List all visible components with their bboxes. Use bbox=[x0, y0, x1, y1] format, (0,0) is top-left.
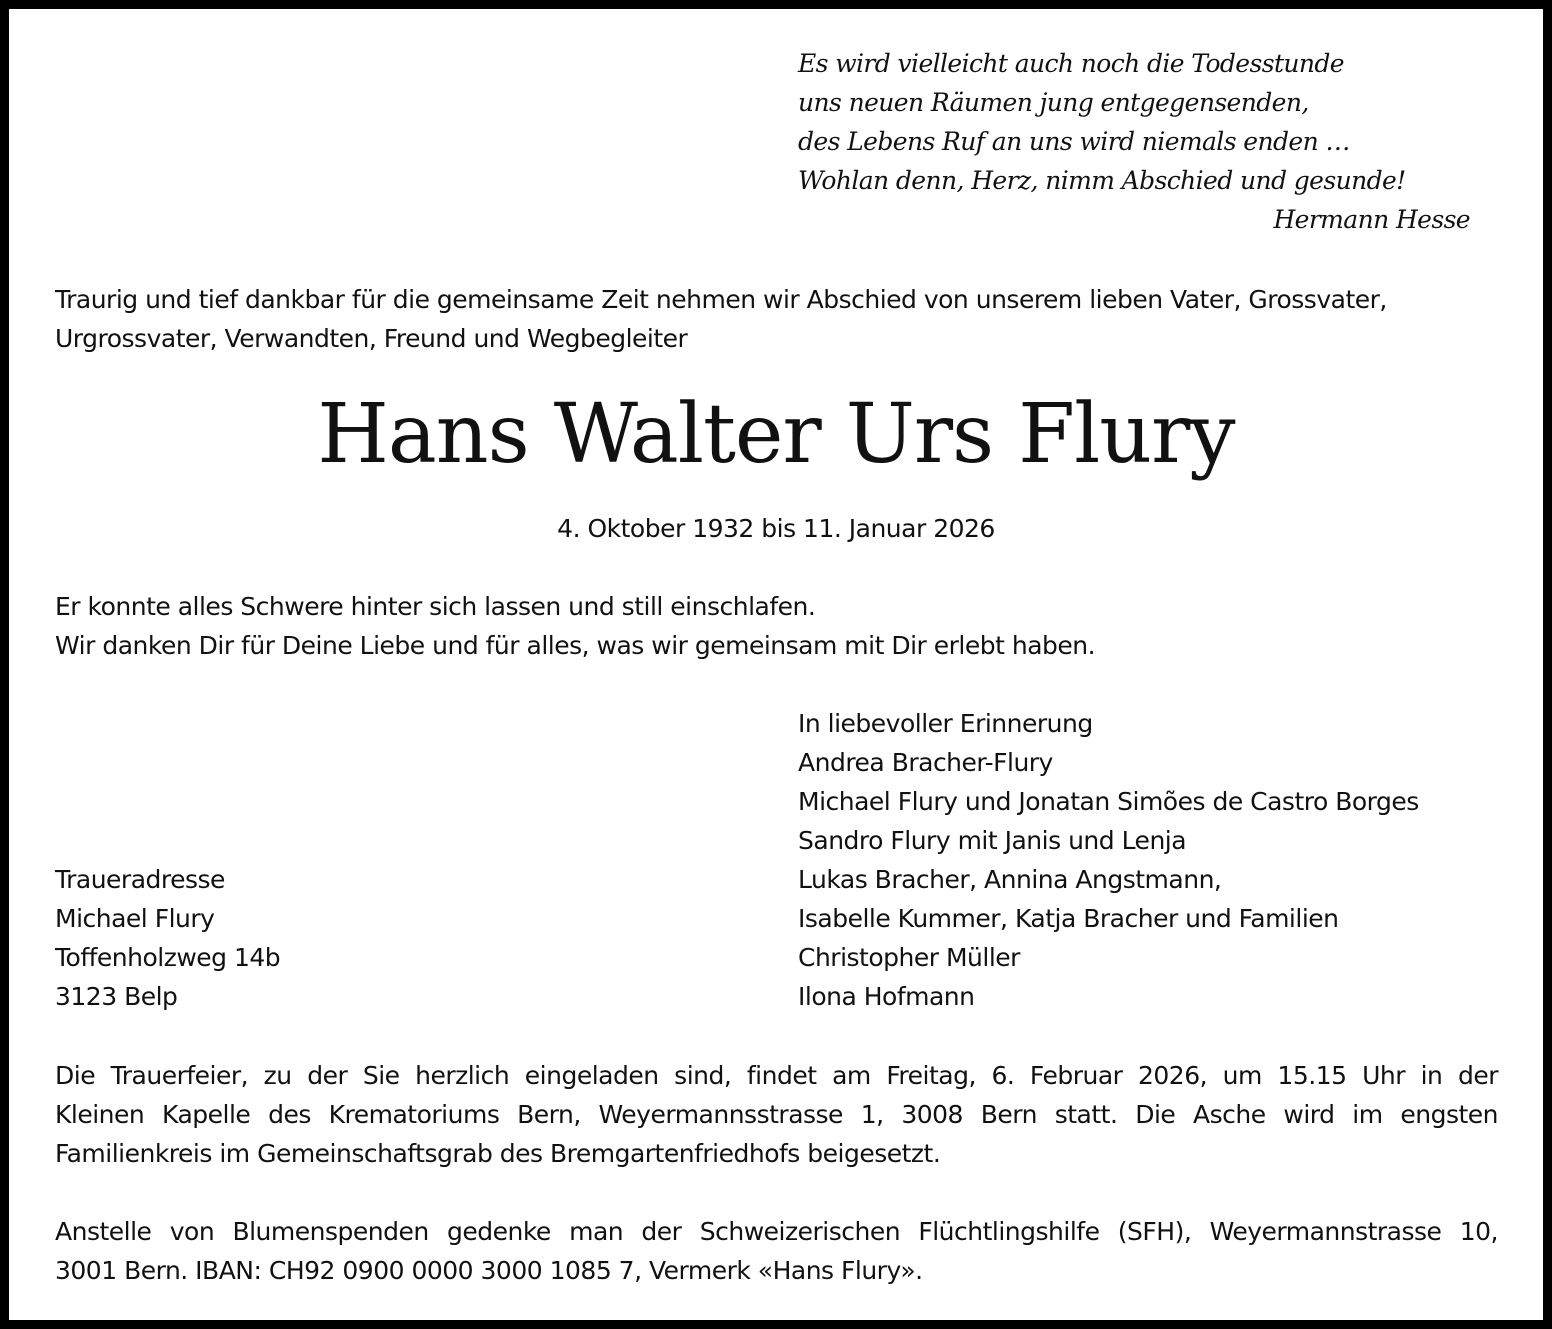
intro-line: Urgrossvater, Verwandten, Freund und Wegbegleiter bbox=[55, 324, 688, 353]
address-heading: Traueradresse bbox=[55, 865, 225, 894]
mourner-line: Sandro Flury mit Janis und Lenja bbox=[798, 826, 1187, 855]
ceremony-line: Familienkreis im Gemeinschaftsgrab des Bremgartenfriedhofs beigesetzt. bbox=[55, 1139, 941, 1168]
mourners-heading: In liebevoller Erinnerung bbox=[798, 709, 1093, 738]
ceremony-info bbox=[55, 1056, 1498, 1173]
donation-line: 3001 Bern. IBAN: CH92 0900 0000 3000 1085 7, Vermerk «Hans Flury». bbox=[55, 1256, 923, 1285]
mourner-line: Ilona Hofmann bbox=[798, 982, 975, 1011]
mourner-line: Christopher Müller bbox=[798, 943, 1020, 972]
life-dates: 4. Oktober 1932 bis 11. Januar 2026 bbox=[557, 514, 995, 543]
farewell-line: Wir danken Dir für Deine Liebe und für alles, was wir gemeinsam mit Dir erlebt haben. bbox=[55, 631, 1096, 660]
farewell-line: Er konnte alles Schwere hinter sich lassen und still einschlafen. bbox=[55, 592, 816, 621]
intro-line: Traurig und tief dankbar für die gemeinsame Zeit nehmen wir Abschied von unserem lieben Vater, Grossvater, bbox=[55, 285, 1387, 314]
donation-line: Anstelle von Blumenspenden gedenke man der Schweizerischen Flüchtlingshilfe (SFH), Weyermannstrasse 10, bbox=[55, 1217, 1498, 1246]
address-line: Toffenholzweg 14b bbox=[55, 943, 281, 972]
deceased-name: Hans Walter Urs Flury bbox=[317, 387, 1235, 482]
mourner-line: Andrea Bracher-Flury bbox=[798, 748, 1053, 777]
farewell-text bbox=[55, 587, 1095, 665]
quote-author: Hermann Hesse bbox=[1273, 205, 1470, 234]
address-line: Michael Flury bbox=[55, 904, 215, 933]
ceremony-line: Die Trauerfeier, zu der Sie herzlich eingeladen sind, findet am Freitag, 6. Februar 2026, um 15.15 Uhr in der bbox=[55, 1061, 1498, 1090]
mourner-line: Lukas Bracher, Annina Angstmann, bbox=[798, 865, 1222, 894]
mourners-list bbox=[798, 704, 1419, 1016]
mourning-address bbox=[55, 860, 280, 1016]
mourner-line: Michael Flury und Jonatan Simões de Castro Borges bbox=[798, 787, 1419, 816]
quote-line: uns neuen Räumen jung entgegensenden, bbox=[798, 88, 1309, 117]
hesse-quote bbox=[798, 44, 1406, 200]
quote-line: Es wird vielleicht auch noch die Todesstunde bbox=[798, 49, 1345, 78]
mourner-line: Isabelle Kummer, Katja Bracher und Familien bbox=[798, 904, 1339, 933]
quote-line: Wohlan denn, Herz, nimm Abschied und gesunde! bbox=[798, 166, 1406, 195]
address-line: 3123 Belp bbox=[55, 982, 178, 1011]
ceremony-line: Kleinen Kapelle des Krematoriums Bern, Weyermannsstrasse 1, 3008 Bern statt. Die Asche wird im engsten bbox=[55, 1100, 1498, 1129]
intro-text bbox=[55, 280, 1387, 358]
quote-line: des Lebens Ruf an uns wird niemals enden … bbox=[798, 127, 1350, 156]
donation-info bbox=[55, 1212, 1498, 1290]
